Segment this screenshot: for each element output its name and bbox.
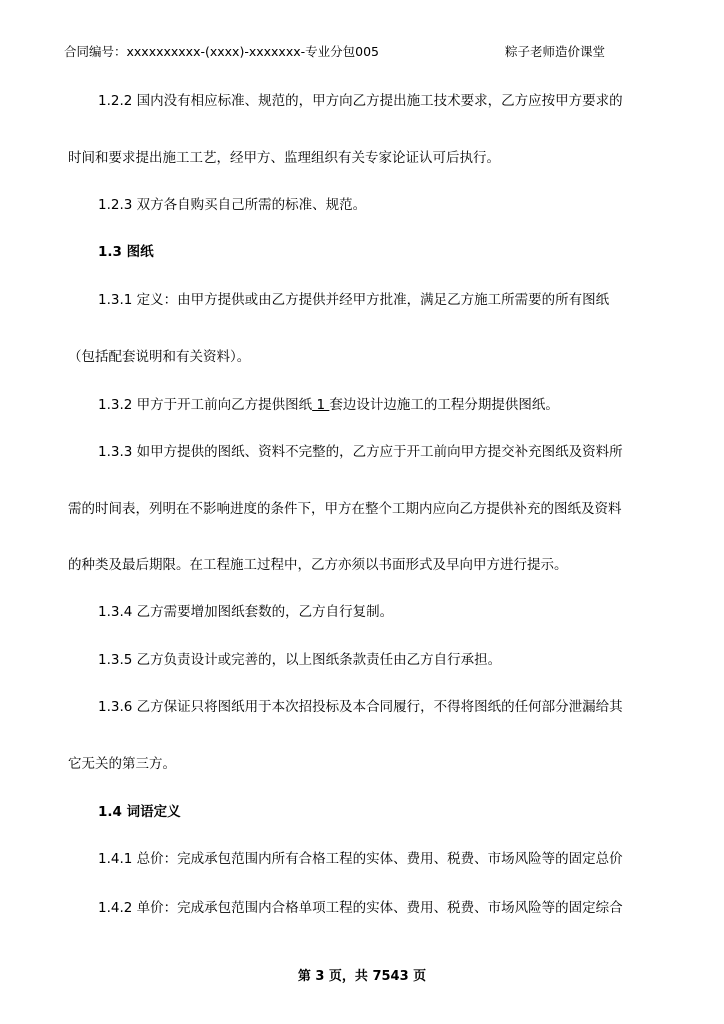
clause-1-4-1: 1.4.1 总价：完成承包范围内所有合格工程的实体、费用、税费、市场风险等的固定总价 [98,851,623,867]
clause-1-2-3: 1.2.3 双方各自购买自己所需的标准、规范。 [98,197,367,213]
clause-1-3-1-line1: 1.3.1 定义：由甲方提供或由乙方提供并经甲方批准，满足乙方施工所需要的所有图纸 [98,292,610,308]
section-heading-1-4: 1.4 词语定义 [98,804,181,820]
clause-1-3-3-line2: 需的时间表，列明在不影响进度的条件下，甲方在整个工期内应向乙方提供补充的图纸及资料 [68,501,622,517]
clause-1-3-4: 1.3.4 乙方需要增加图纸套数的，乙方自行复制。 [98,604,394,620]
clause-1-3-3-line1: 1.3.3 如甲方提供的图纸、资料不完整的，乙方应于开工前向甲方提交补充图纸及资料所 [98,444,623,460]
clause-1-3-6-line2: 它无关的第三方。 [68,756,176,772]
clause-1-3-3-line3: 的种类及最后期限。在工程施工过程中，乙方亦须以书面形式及早向甲方进行提示。 [68,557,568,573]
page-header [64,38,664,60]
drawing-set-count: 1 [312,397,330,413]
clause-1-3-2-post: 套边设计边施工的工程分期提供图纸。 [329,397,559,413]
clause-1-2-2-line2: 时间和要求提出施工工艺，经甲方、监理组织有关专家论证认可后执行。 [68,150,500,166]
clause-1-4-2: 1.4.2 单价：完成承包范围内合格单项工程的实体、费用、税费、市场风险等的固定综合 [98,900,623,916]
contract-number: 合同编号：xxxxxxxxxx-(xxxx)-xxxxxxx-专业分包005 [64,44,379,59]
clause-1-3-2 [98,395,559,415]
clause-1-2-2-line1: 1.2.2 国内没有相应标准、规范的，甲方向乙方提出施工技术要求，乙方应按甲方要求的 [98,93,623,109]
clause-1-3-2-pre: 1.3.2 甲方于开工前向乙方提供图纸 [98,397,313,413]
page-footer: 第 3 页，共 7543 页 [297,969,427,984]
clause-1-3-6-line1: 1.3.6 乙方保证只将图纸用于本次招投标及本合同履行，不得将图纸的任何部分泄漏给其 [98,699,623,715]
clause-1-3-5: 1.3.5 乙方负责设计或完善的，以上图纸条款责任由乙方自行承担。 [98,652,502,668]
header-brand: 粽子老师造价课堂 [505,44,606,59]
clause-1-3-1-line2: （包括配套说明和有关资料）。 [68,349,251,365]
section-heading-1-3: 1.3 图纸 [98,244,154,260]
